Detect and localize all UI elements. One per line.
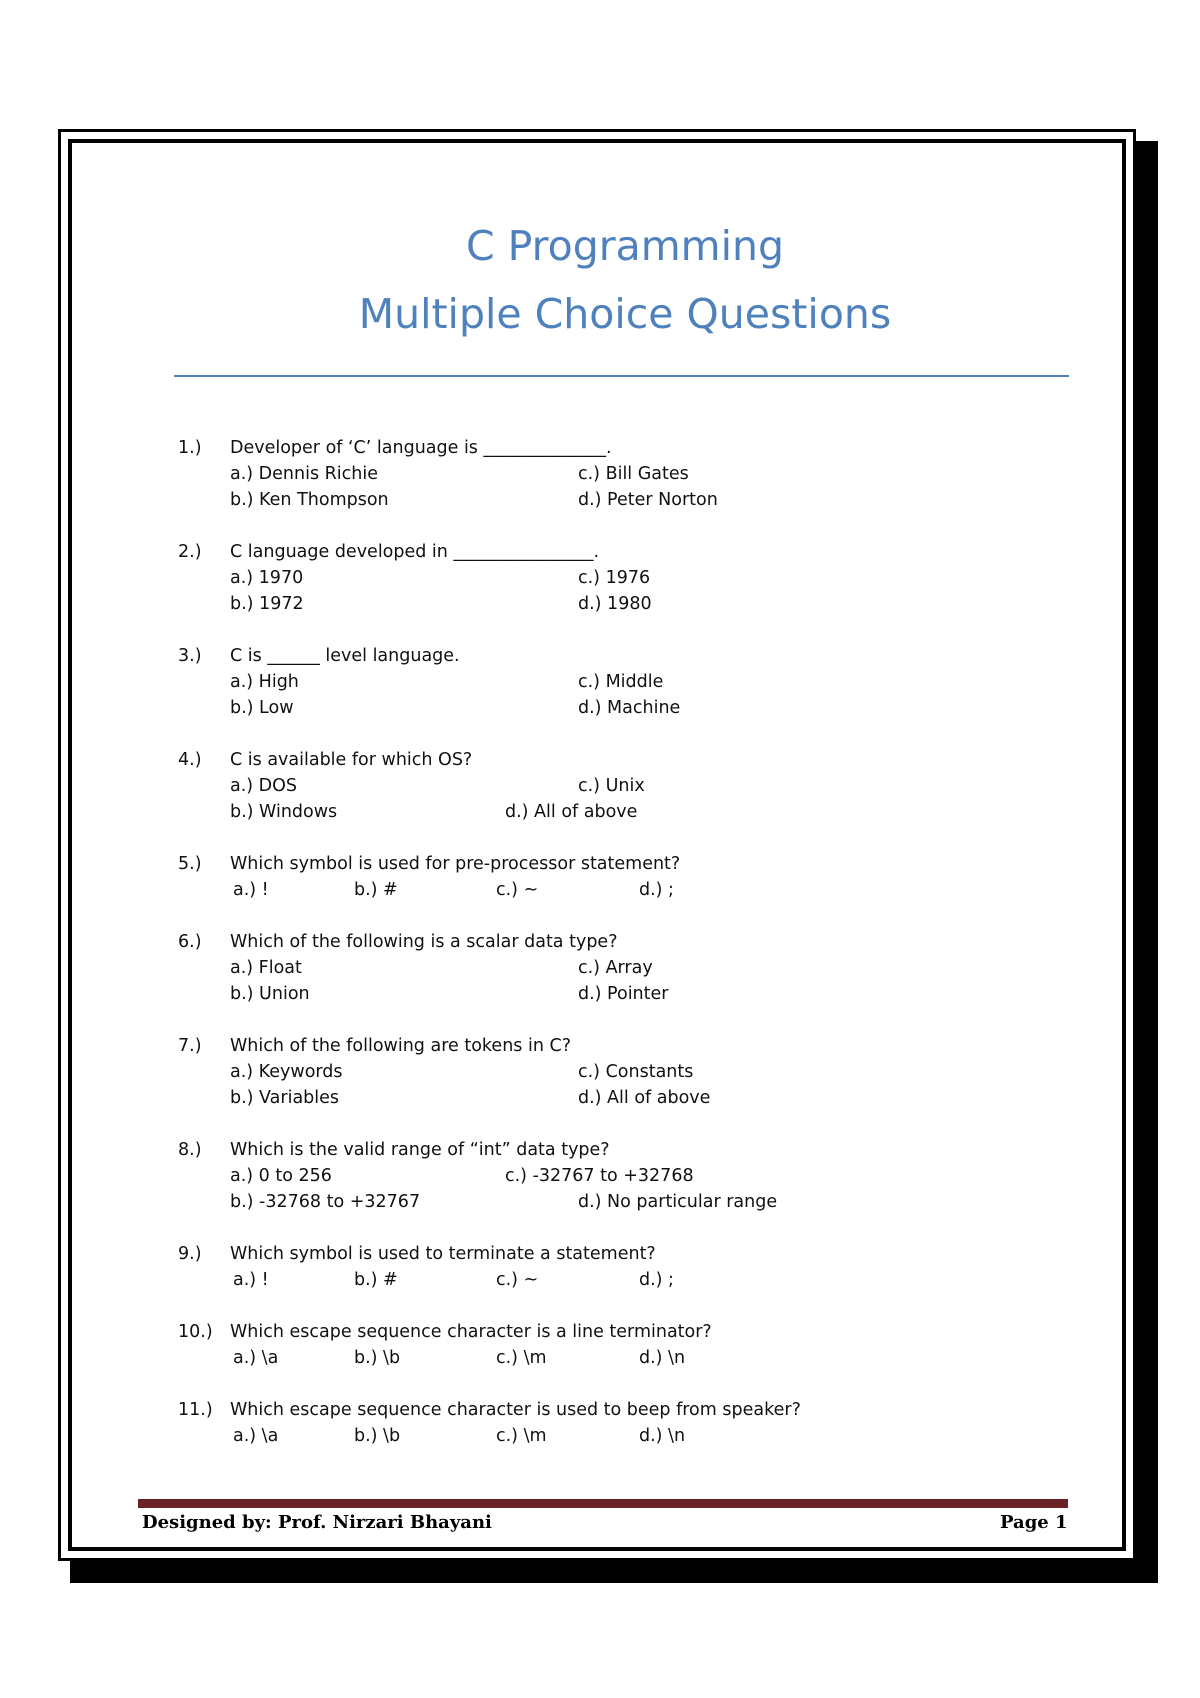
question-text: Which of the following are tokens in C? <box>230 1036 571 1056</box>
option-d: d.) Machine <box>578 698 681 718</box>
page-subtitle: Multiple Choice Questions <box>358 290 892 338</box>
option-d: d.) No particular range <box>578 1192 778 1212</box>
question-number: 1.) <box>178 438 202 458</box>
option-d: d.) Peter Norton <box>578 490 718 510</box>
page-title: C Programming <box>466 222 784 270</box>
page-number: Page 1 <box>1000 1512 1068 1533</box>
question-item <box>178 1319 1078 1371</box>
question-text: Which is the valid range of “int” data type? <box>230 1140 610 1160</box>
option-d: d.) ; <box>639 1270 674 1290</box>
option-d: d.) \n <box>639 1348 686 1368</box>
question-text: Which symbol is used to terminate a statement? <box>230 1244 656 1264</box>
option-d: d.) All of above <box>578 1088 711 1108</box>
question-number: 6.) <box>178 932 202 952</box>
option-d: d.) Pointer <box>578 984 669 1004</box>
question-item <box>178 435 1078 513</box>
option-a: a.) 1970 <box>230 568 304 588</box>
option-b: b.) \b <box>354 1348 401 1368</box>
question-item <box>178 1033 1078 1111</box>
title-divider <box>174 375 1069 377</box>
option-a: a.) \a <box>233 1348 279 1368</box>
option-c: c.) Constants <box>578 1062 694 1082</box>
option-c: c.) Unix <box>578 776 645 796</box>
option-a: a.) 0 to 256 <box>230 1166 332 1186</box>
question-number: 4.) <box>178 750 202 770</box>
option-c: c.) ~ <box>496 1270 539 1290</box>
option-d: d.) \n <box>639 1426 686 1446</box>
option-b: b.) # <box>354 1270 398 1290</box>
option-b: b.) Windows <box>230 802 338 822</box>
question-text: Which escape sequence character is used to beep from speaker? <box>230 1400 801 1420</box>
option-a: a.) ! <box>233 880 269 900</box>
option-c: c.) Bill Gates <box>578 464 689 484</box>
option-a: a.) Float <box>230 958 302 978</box>
option-a: a.) High <box>230 672 299 692</box>
question-number: 2.) <box>178 542 202 562</box>
question-text: C is available for which OS? <box>230 750 473 770</box>
option-b: b.) Variables <box>230 1088 340 1108</box>
question-text: C is ______ level language. <box>230 646 460 666</box>
option-d: d.) ; <box>639 880 674 900</box>
option-a: a.) DOS <box>230 776 298 796</box>
option-c: c.) Array <box>578 958 653 978</box>
option-d: d.) 1980 <box>578 594 652 614</box>
option-c: c.) -32767 to +32768 <box>505 1166 694 1186</box>
question-item <box>178 851 1078 903</box>
question-number: 9.) <box>178 1244 202 1264</box>
question-item <box>178 1397 1078 1449</box>
option-a: a.) \a <box>233 1426 279 1446</box>
question-number: 11.) <box>178 1400 213 1420</box>
question-item <box>178 1241 1078 1293</box>
question-item <box>178 747 1078 825</box>
option-b: b.) 1972 <box>230 594 304 614</box>
option-b: b.) Union <box>230 984 310 1004</box>
question-number: 5.) <box>178 854 202 874</box>
option-a: a.) ! <box>233 1270 269 1290</box>
question-number: 7.) <box>178 1036 202 1056</box>
option-b: b.) \b <box>354 1426 401 1446</box>
question-item <box>178 539 1078 617</box>
question-text: Which escape sequence character is a line terminator? <box>230 1322 712 1342</box>
question-text: Developer of ‘C’ language is ______________. <box>230 438 612 458</box>
option-c: c.) \m <box>496 1426 547 1446</box>
question-item <box>178 643 1078 721</box>
option-c: c.) 1976 <box>578 568 651 588</box>
question-number: 3.) <box>178 646 202 666</box>
question-item <box>178 1137 1078 1215</box>
option-c: c.) \m <box>496 1348 547 1368</box>
option-a: a.) Dennis Richie <box>230 464 379 484</box>
question-text: Which symbol is used for pre-processor statement? <box>230 854 681 874</box>
option-c: c.) ~ <box>496 880 539 900</box>
question-text: C language developed in ________________. <box>230 542 600 562</box>
question-item <box>178 929 1078 1007</box>
option-a: a.) Keywords <box>230 1062 343 1082</box>
question-number: 10.) <box>178 1322 213 1342</box>
option-b: b.) # <box>354 880 398 900</box>
option-b: b.) Low <box>230 698 294 718</box>
question-list <box>178 435 1078 1475</box>
footer-divider <box>138 1499 1068 1508</box>
option-b: b.) Ken Thompson <box>230 490 389 510</box>
option-c: c.) Middle <box>578 672 664 692</box>
question-number: 8.) <box>178 1140 202 1160</box>
footer-designer: Designed by: Prof. Nirzari Bhayani <box>142 1512 492 1533</box>
question-text: Which of the following is a scalar data type? <box>230 932 618 952</box>
option-b: b.) -32768 to +32767 <box>230 1192 421 1212</box>
option-d: d.) All of above <box>505 802 638 822</box>
